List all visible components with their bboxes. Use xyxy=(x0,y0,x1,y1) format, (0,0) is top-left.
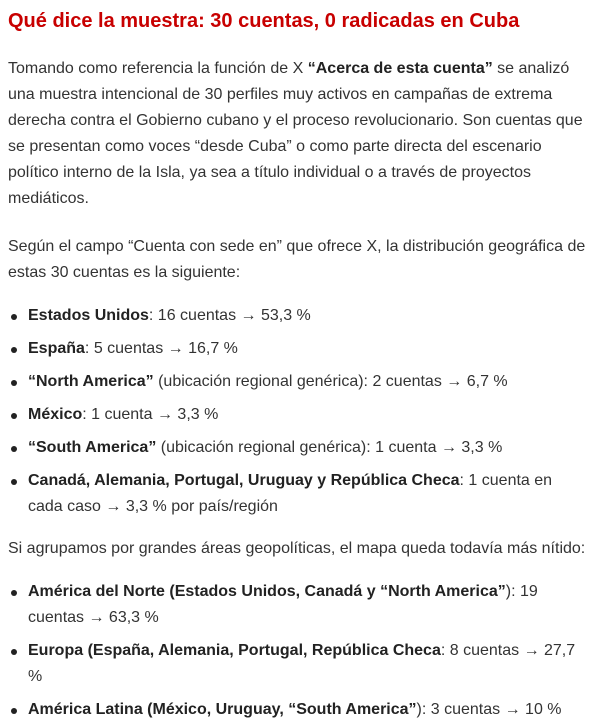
list-item xyxy=(8,435,590,461)
bullet-icon xyxy=(11,590,17,596)
list-item-text: : 8 cuentas → 27,7 % xyxy=(28,642,576,685)
distribution-intro-paragraph: Según el campo “Cuenta con sede en” que ofrece X, la distribución geográfica de estas 30 cuentas es la siguiente: xyxy=(8,238,586,281)
list-item-label: “North America” xyxy=(28,373,154,390)
list-item-text: (ubicación regional genérica): 1 cuenta → 3,3 % xyxy=(156,439,503,456)
list-item-label: América del Norte (Estados Unidos, Canadá y “North America” xyxy=(28,583,506,600)
list-item xyxy=(8,336,590,362)
region-list xyxy=(8,579,590,723)
list-item-text: : 1 cuenta → 3,3 % xyxy=(82,406,219,423)
list-item xyxy=(8,303,590,329)
bullet-icon xyxy=(11,314,17,320)
bullet-icon xyxy=(11,649,17,655)
list-item-text: : 5 cuentas → 16,7 % xyxy=(84,340,238,357)
list-item-label: España xyxy=(28,340,85,357)
intro-text-after: se analizó una muestra intencional de 30 perfiles muy activos en campañas de extrema derecha contra el Gobierno cubano y el proceso revolucionario. Son cuentas que se presentan como voces “desde Cuba” o como parte directa del escenario político interno de la Isla, ya sea a título individual o a través de proyectos mediáticos. xyxy=(8,60,583,207)
list-item-label: Estados Unidos xyxy=(28,307,149,324)
list-item-label: Europa (España, Alemania, Portugal, República Checa xyxy=(28,642,441,659)
list-item xyxy=(8,697,590,723)
list-item xyxy=(8,468,590,520)
list-item-text: : 1 cuenta en cada caso → 3,3 % por país/región xyxy=(28,472,553,515)
bullet-icon xyxy=(11,413,17,419)
list-item-label: “South America” xyxy=(28,439,157,456)
list-item xyxy=(8,638,590,690)
list-item-label: México xyxy=(28,406,83,423)
list-item-label: Canadá, Alemania, Portugal, Uruguay y República Checa xyxy=(28,472,460,489)
intro-bold-feature: “Acerca de esta cuenta” xyxy=(307,60,493,77)
bullet-icon xyxy=(11,479,17,485)
list-item xyxy=(8,579,590,631)
list-item-text: ): 19 cuentas → 63,3 % xyxy=(28,583,538,626)
list-item-label: América Latina (México, Uruguay, “South America” xyxy=(28,701,417,718)
list-item xyxy=(8,402,590,428)
intro-paragraph xyxy=(8,56,590,212)
intro-text-before: Tomando como referencia la función de X xyxy=(8,60,308,77)
list-item-text: ): 3 cuentas → 10 % xyxy=(416,701,562,718)
country-list xyxy=(8,303,590,520)
list-item xyxy=(8,369,590,395)
article-heading: Qué dice la muestra: 30 cuentas, 0 radicadas en Cuba xyxy=(8,10,520,32)
bullet-icon xyxy=(11,446,17,452)
list-item-text: : 16 cuentas → 53,3 % xyxy=(148,307,311,324)
bullet-icon xyxy=(11,347,17,353)
grouping-intro-paragraph: Si agrupamos por grandes áreas geopolíticas, el mapa queda todavía más nítido: xyxy=(8,540,586,557)
bullet-icon xyxy=(11,708,17,714)
list-item-text: (ubicación regional genérica): 2 cuentas → 6,7 % xyxy=(153,373,508,390)
bullet-icon xyxy=(11,380,17,386)
